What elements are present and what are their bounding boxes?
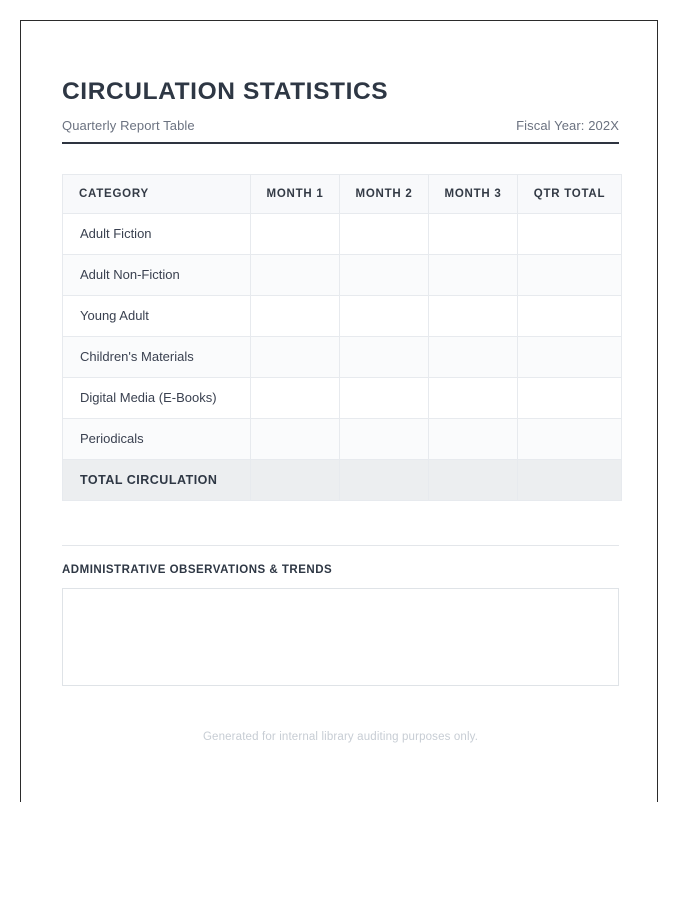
footer-note: Generated for internal library auditing purposes only. (202, 730, 479, 743)
table-row (63, 295, 622, 336)
total-cell-qtr-total[interactable] (518, 459, 622, 500)
table-row (63, 377, 622, 418)
table-body (63, 213, 622, 500)
row-category-label: Young Adult (63, 295, 251, 336)
row-category-label: Periodicals (63, 418, 251, 459)
table-row (63, 213, 622, 254)
column-header-category: CATEGORY (63, 174, 251, 213)
statistics-table-container (62, 174, 619, 501)
circulation-statistics-table (62, 174, 622, 501)
row-category-label: Adult Non-Fiction (63, 254, 251, 295)
cell-month-3[interactable] (429, 295, 518, 336)
total-row-label: TOTAL CIRCULATION (63, 459, 251, 500)
total-cell-month-2[interactable] (340, 459, 429, 500)
table-row (63, 418, 622, 459)
fiscal-year-label: Fiscal Year: 202X (516, 117, 619, 133)
subtitle-row (62, 118, 619, 133)
cell-month-3[interactable] (429, 418, 518, 459)
cell-month-2[interactable] (340, 336, 429, 377)
cell-month-1[interactable] (251, 254, 340, 295)
header-divider-rule (62, 142, 619, 144)
cell-month-1[interactable] (251, 295, 340, 336)
cell-month-3[interactable] (429, 336, 518, 377)
cell-month-3[interactable] (429, 213, 518, 254)
table-row (63, 254, 622, 295)
document-header (62, 21, 619, 144)
row-category-label: Adult Fiction (63, 213, 251, 254)
document-page-frame (20, 20, 658, 802)
cell-month-1[interactable] (251, 377, 340, 418)
table-header (63, 174, 622, 213)
column-header-month-3: MONTH 3 (429, 174, 518, 213)
section-divider (62, 545, 619, 546)
cell-qtr-total[interactable] (518, 295, 622, 336)
cell-qtr-total[interactable] (518, 254, 622, 295)
cell-qtr-total[interactable] (518, 418, 622, 459)
cell-month-1[interactable] (251, 213, 340, 254)
observations-input-box[interactable] (62, 588, 619, 686)
table-row (63, 336, 622, 377)
column-header-qtr-total: QTR TOTAL (518, 174, 622, 213)
cell-qtr-total[interactable] (518, 377, 622, 418)
document-subtitle: Quarterly Report Table (62, 117, 195, 133)
cell-month-2[interactable] (340, 254, 429, 295)
row-category-label: Digital Media (E-Books) (63, 377, 251, 418)
cell-month-2[interactable] (340, 377, 429, 418)
table-header-row (63, 174, 622, 213)
column-header-month-1: MONTH 1 (251, 174, 340, 213)
cell-month-2[interactable] (340, 213, 429, 254)
document-content-area (62, 21, 619, 802)
total-cell-month-3[interactable] (429, 459, 518, 500)
table-total-row (63, 459, 622, 500)
cell-month-3[interactable] (429, 254, 518, 295)
column-header-month-2: MONTH 2 (340, 174, 429, 213)
cell-qtr-total[interactable] (518, 213, 622, 254)
row-category-label: Children's Materials (63, 336, 251, 377)
page-title: CIRCULATION STATISTICS (62, 78, 389, 105)
cell-month-2[interactable] (340, 418, 429, 459)
observations-section-label: ADMINISTRATIVE OBSERVATIONS & TRENDS (62, 563, 333, 576)
cell-month-1[interactable] (251, 336, 340, 377)
cell-qtr-total[interactable] (518, 336, 622, 377)
cell-month-1[interactable] (251, 418, 340, 459)
total-cell-month-1[interactable] (251, 459, 340, 500)
cell-month-3[interactable] (429, 377, 518, 418)
cell-month-2[interactable] (340, 295, 429, 336)
